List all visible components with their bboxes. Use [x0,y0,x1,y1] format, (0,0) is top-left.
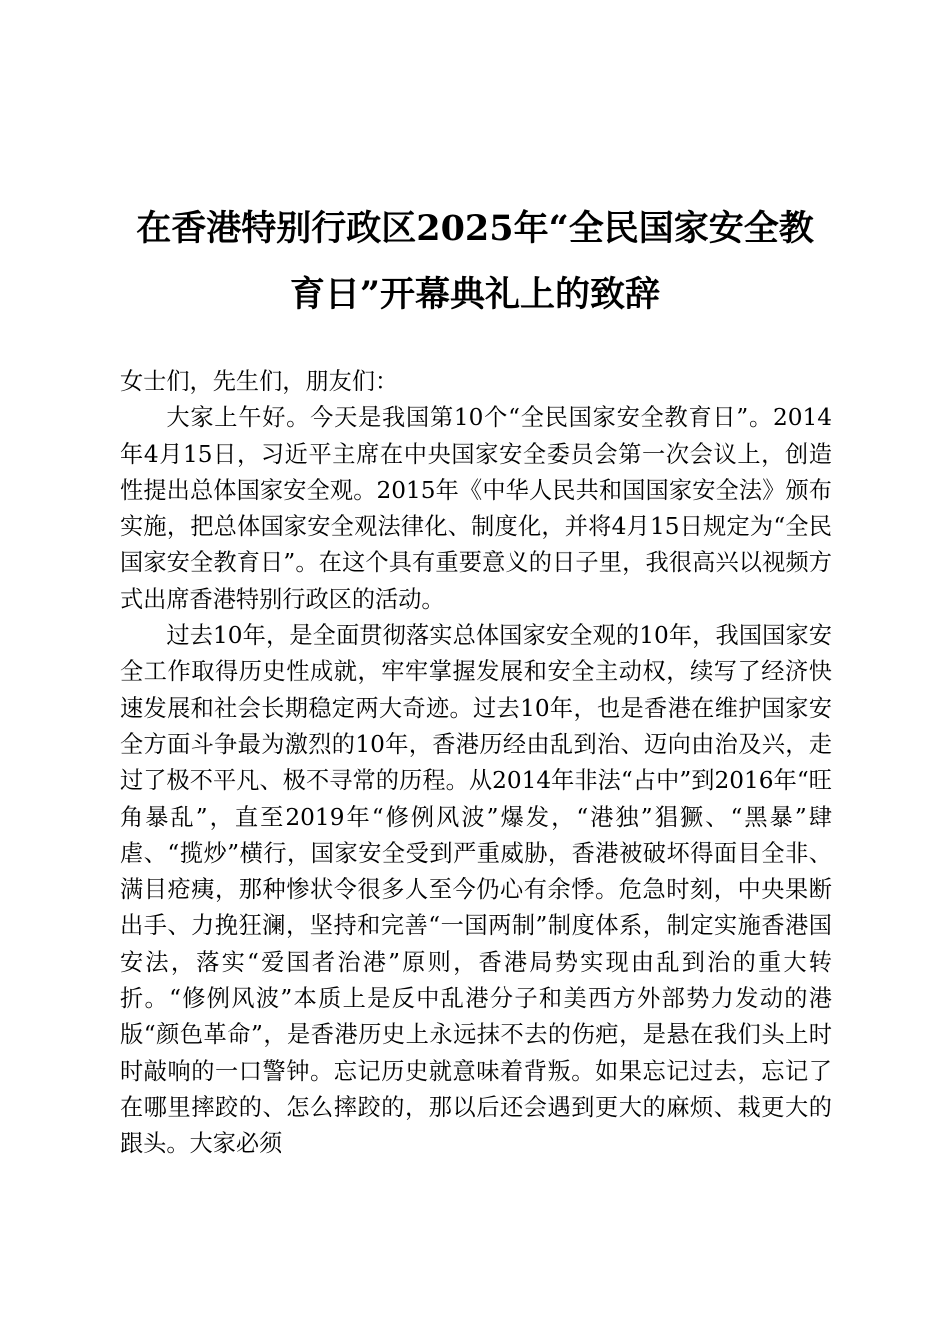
salutation: 女士们，先生们，朋友们： [120,368,399,395]
document-body [120,364,832,1163]
document-title-line-2: 育日”开幕典礼上的致辞 [289,274,661,315]
body-paragraph-2: 过去10年，是全面贯彻落实总体国家安全观的10年，我国国家安全工作取得历史性成就，牢牢掌握发展和安全主动权，续写了经济快速发展和社会长期稳定两大奇迹。过去10年，也是香港在维护国家安全方面斗争最为激烈的10年，香港历经由乱到治、迈向由治及兴，走过了极不平凡、极不寻常的历程。从2014年非法“占中”到2016年“旺角暴乱”，直至2019年“修例风波”爆发，“港独”猖獗、“黑暴”肆虐、“揽炒”横行，国家安全受到严重威胁，香港被破坏得面目全非、满目疮痍，那种惨状令很多人至今仍心有余悸。危急时刻，中央果断出手、力挽狂澜，坚持和完善“一国两制”制度体系，制定实施香港国安法，落实“爱国者治港”原则，香港局势实现由乱到治的重大转折。“修例风波”本质上是反中乱港分子和美西方外部势力发动的港版“颜色革命”，是香港历史上永远抹不去的伤疤，是悬在我们头上时时敲响的一口警钟。忘记历史就意味着背叛。如果忘记过去，忘记了在哪里摔跤的、怎么摔跤的，那以后还会遇到更大的麻烦、栽更大的跟头。大家必须 [120,622,832,1158]
document-title-line-1: 在香港特别行政区2025年“全民国家安全教 [136,208,814,249]
document-title [100,196,850,328]
body-paragraph-1: 大家上午好。今天是我国第10个“全民国家安全教育日”。2014年4月15日，习近平主席在中央国家安全委员会第一次会议上，创造性提出总体国家安全观。2015年《中华人民共和国国家安全法》颁布实施，把总体国家安全观法律化、制度化，并将4月15日规定为“全民国家安全教育日”。在这个具有重要意义的日子里，我很高兴以视频方式出席香港特别行政区的活动。 [120,404,832,613]
